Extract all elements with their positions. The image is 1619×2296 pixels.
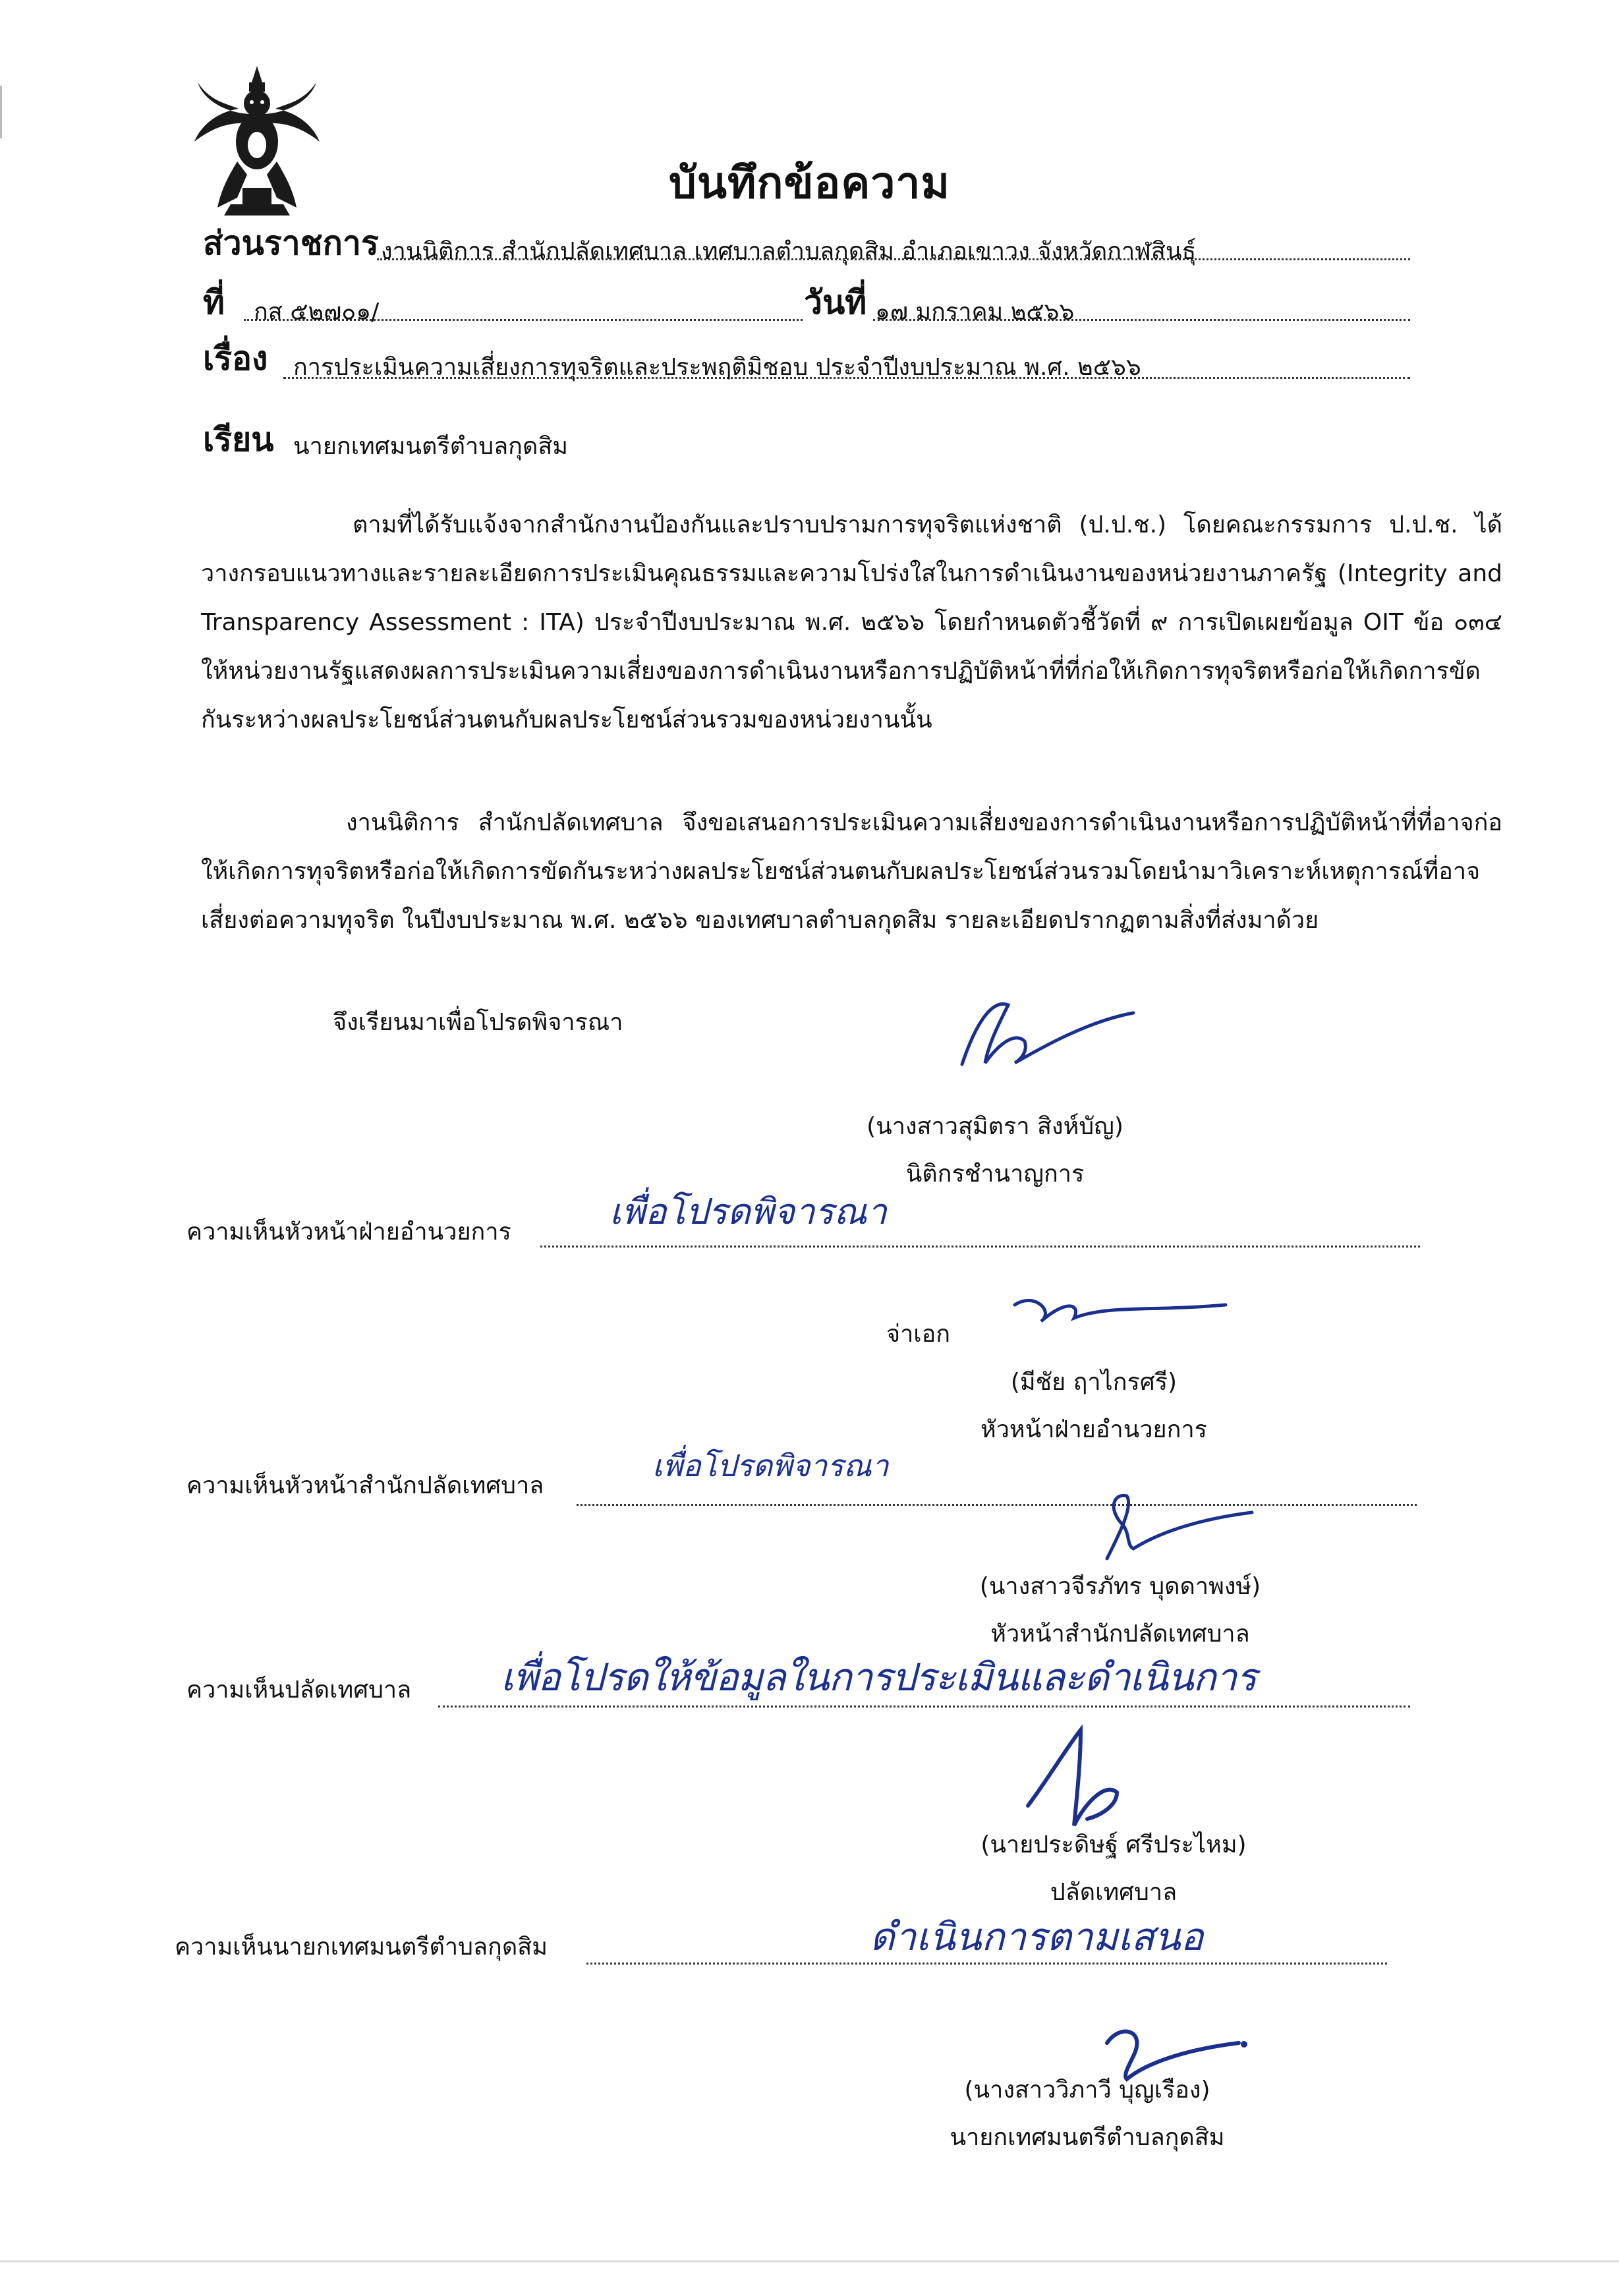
scan-bottom-edge	[0, 2260, 1619, 2262]
admin-rank: จ่าเอก	[886, 1321, 951, 1348]
department-label: ส่วนราชการ	[203, 224, 379, 262]
date-label: วันที่	[804, 283, 867, 322]
mayor-opinion-handwriting: ดำเนินการตามเสนอ	[870, 1914, 1204, 1959]
body-paragraph-2: งานนิติการ สำนักปลัดเทศบาล จึงขอเสนอการประเมินความเสี่ยงของการดำเนินงานหรือการปฏิบัติหน้าที่ที่อาจก่อให้เกิดการทุจริตหรือก่อให้เกิดการขัดกันระหว่างผลประโยชน์ส่วนตนกับผลประโยชน์ส่วนรวมโดยนำมาวิเคราะห์เหตุการณ์ที่อาจเสี่ยงต่อความทุจริต ในปีงบประมาณ พ.ศ. ๒๕๖๖ ของเทศบาลตำบลกุดสิม รายละเอียดปรากฏตามสิ่งที่ส่งมาด้วย	[201, 809, 1502, 934]
admin-name: (มีชัย ฤาไกรศรี)	[1010, 1369, 1178, 1396]
clerk-name: (นายประดิษฐ์ ศรีประไหม)	[980, 1831, 1247, 1858]
salutation-label: เรียน	[203, 420, 274, 459]
department-value: งานนิติการ สำนักปลัดเทศบาล เทศบาลตำบลกุดสิม อำเภอเขาวง จังหวัดกาฬสินธุ์	[381, 238, 1197, 265]
subject-label: เรื่อง	[203, 339, 268, 378]
body-paragraph-1: ตามที่ได้รับแจ้งจากสำนักงานป้องกันและปราบปรามการทุจริตแห่งชาติ (ป.ป.ช.) โดยคณะกรรมการ ป.ป.ช. ได้วางกรอบแนวทางและรายละเอียดการประเมินคุณธรรมและความโปร่งใสในการดำเนินงานของหน่วยงานภาครัฐ (Integrity and Transparency Assessment : ITA) ประจำปีงบประมาณ พ.ศ. ๒๕๖๖ โดยกำหนดตัวชี้วัดที่ ๙ การเปิดเผยข้อมูล OIT ข้อ ๐๓๔ ให้หน่วยงานรัฐแสดงผลการประเมินความเสี่ยงของการดำเนินงานหรือการปฏิบัติหน้าที่ที่ก่อให้เกิดการทุจริตหรือก่อให้เกิดการขัดกันระหว่างผลประโยชน์ส่วนตนกับผลประโยชน์ส่วนรวมของหน่วยงานนั้น	[201, 511, 1502, 733]
reference-value: กส ๕๒๗๐๑/	[254, 299, 380, 326]
salutation-value: นายกเทศมนตรีตำบลกุดสิม	[293, 433, 569, 460]
author-signature	[936, 985, 1147, 1087]
clerk-signature	[1008, 1720, 1179, 1841]
office-opinion-handwriting: เพื่อโปรดพิจารณา	[652, 1448, 889, 1483]
admin-position: หัวหน้าฝ่ายอำนวยการ	[980, 1416, 1207, 1443]
office-opinion-dots	[577, 1504, 1417, 1506]
scan-edge-mark	[0, 86, 2, 138]
memo-title: บันทึกข้อความ	[668, 158, 950, 208]
reference-label: ที่	[203, 283, 225, 322]
clerk-opinion-handwriting: เพื่อโปรดให้ข้อมูลในการประเมินและดำเนินการ	[501, 1655, 1257, 1700]
mayor-opinion-label: ความเห็นนายกเทศมนตรีตำบลกุดสิม	[175, 1934, 548, 1961]
author-name: (นางสาวสุมิตรา สิงห์บัญ)	[866, 1113, 1123, 1140]
office-head-position: หัวหน้าสำนักปลัดเทศบาล	[990, 1621, 1250, 1648]
office-head-name: (นางสาวจีรภัทร บุดดาพงษ์)	[979, 1573, 1261, 1600]
mayor-name: (นางสาววิภาวี บุญเรือง)	[964, 2077, 1210, 2104]
subject-value: การประเมินความเสี่ยงการทุจริตและประพฤติมิชอบ ประจำปีงบประมาณ พ.ศ. ๒๕๖๖	[293, 354, 1141, 381]
closing-text: จึงเรียนมาเพื่อโปรดพิจารณา	[333, 1009, 623, 1036]
admin-opinion-handwriting: เพื่อโปรดพิจารณา	[610, 1191, 887, 1232]
author-position: นิติกรชำนาญการ	[905, 1161, 1085, 1188]
mayor-position: นายกเทศมนตรีตำบลกุดสิม	[950, 2124, 1225, 2151]
admin-opinion-label: ความเห็นหัวหน้าฝ่ายอำนวยการ	[186, 1219, 511, 1246]
admin-signature	[1008, 1285, 1245, 1347]
clerk-position: ปลัดเทศบาล	[1050, 1879, 1178, 1906]
office-signature	[1067, 1479, 1265, 1574]
office-opinion-label: ความเห็นหัวหน้าสำนักปลัดเทศบาล	[186, 1472, 544, 1499]
admin-opinion-dots	[540, 1246, 1420, 1248]
clerk-opinion-label: ความเห็นปลัดเทศบาล	[186, 1677, 412, 1704]
date-value: ๑๗ มกราคม ๒๕๖๖	[875, 299, 1075, 326]
